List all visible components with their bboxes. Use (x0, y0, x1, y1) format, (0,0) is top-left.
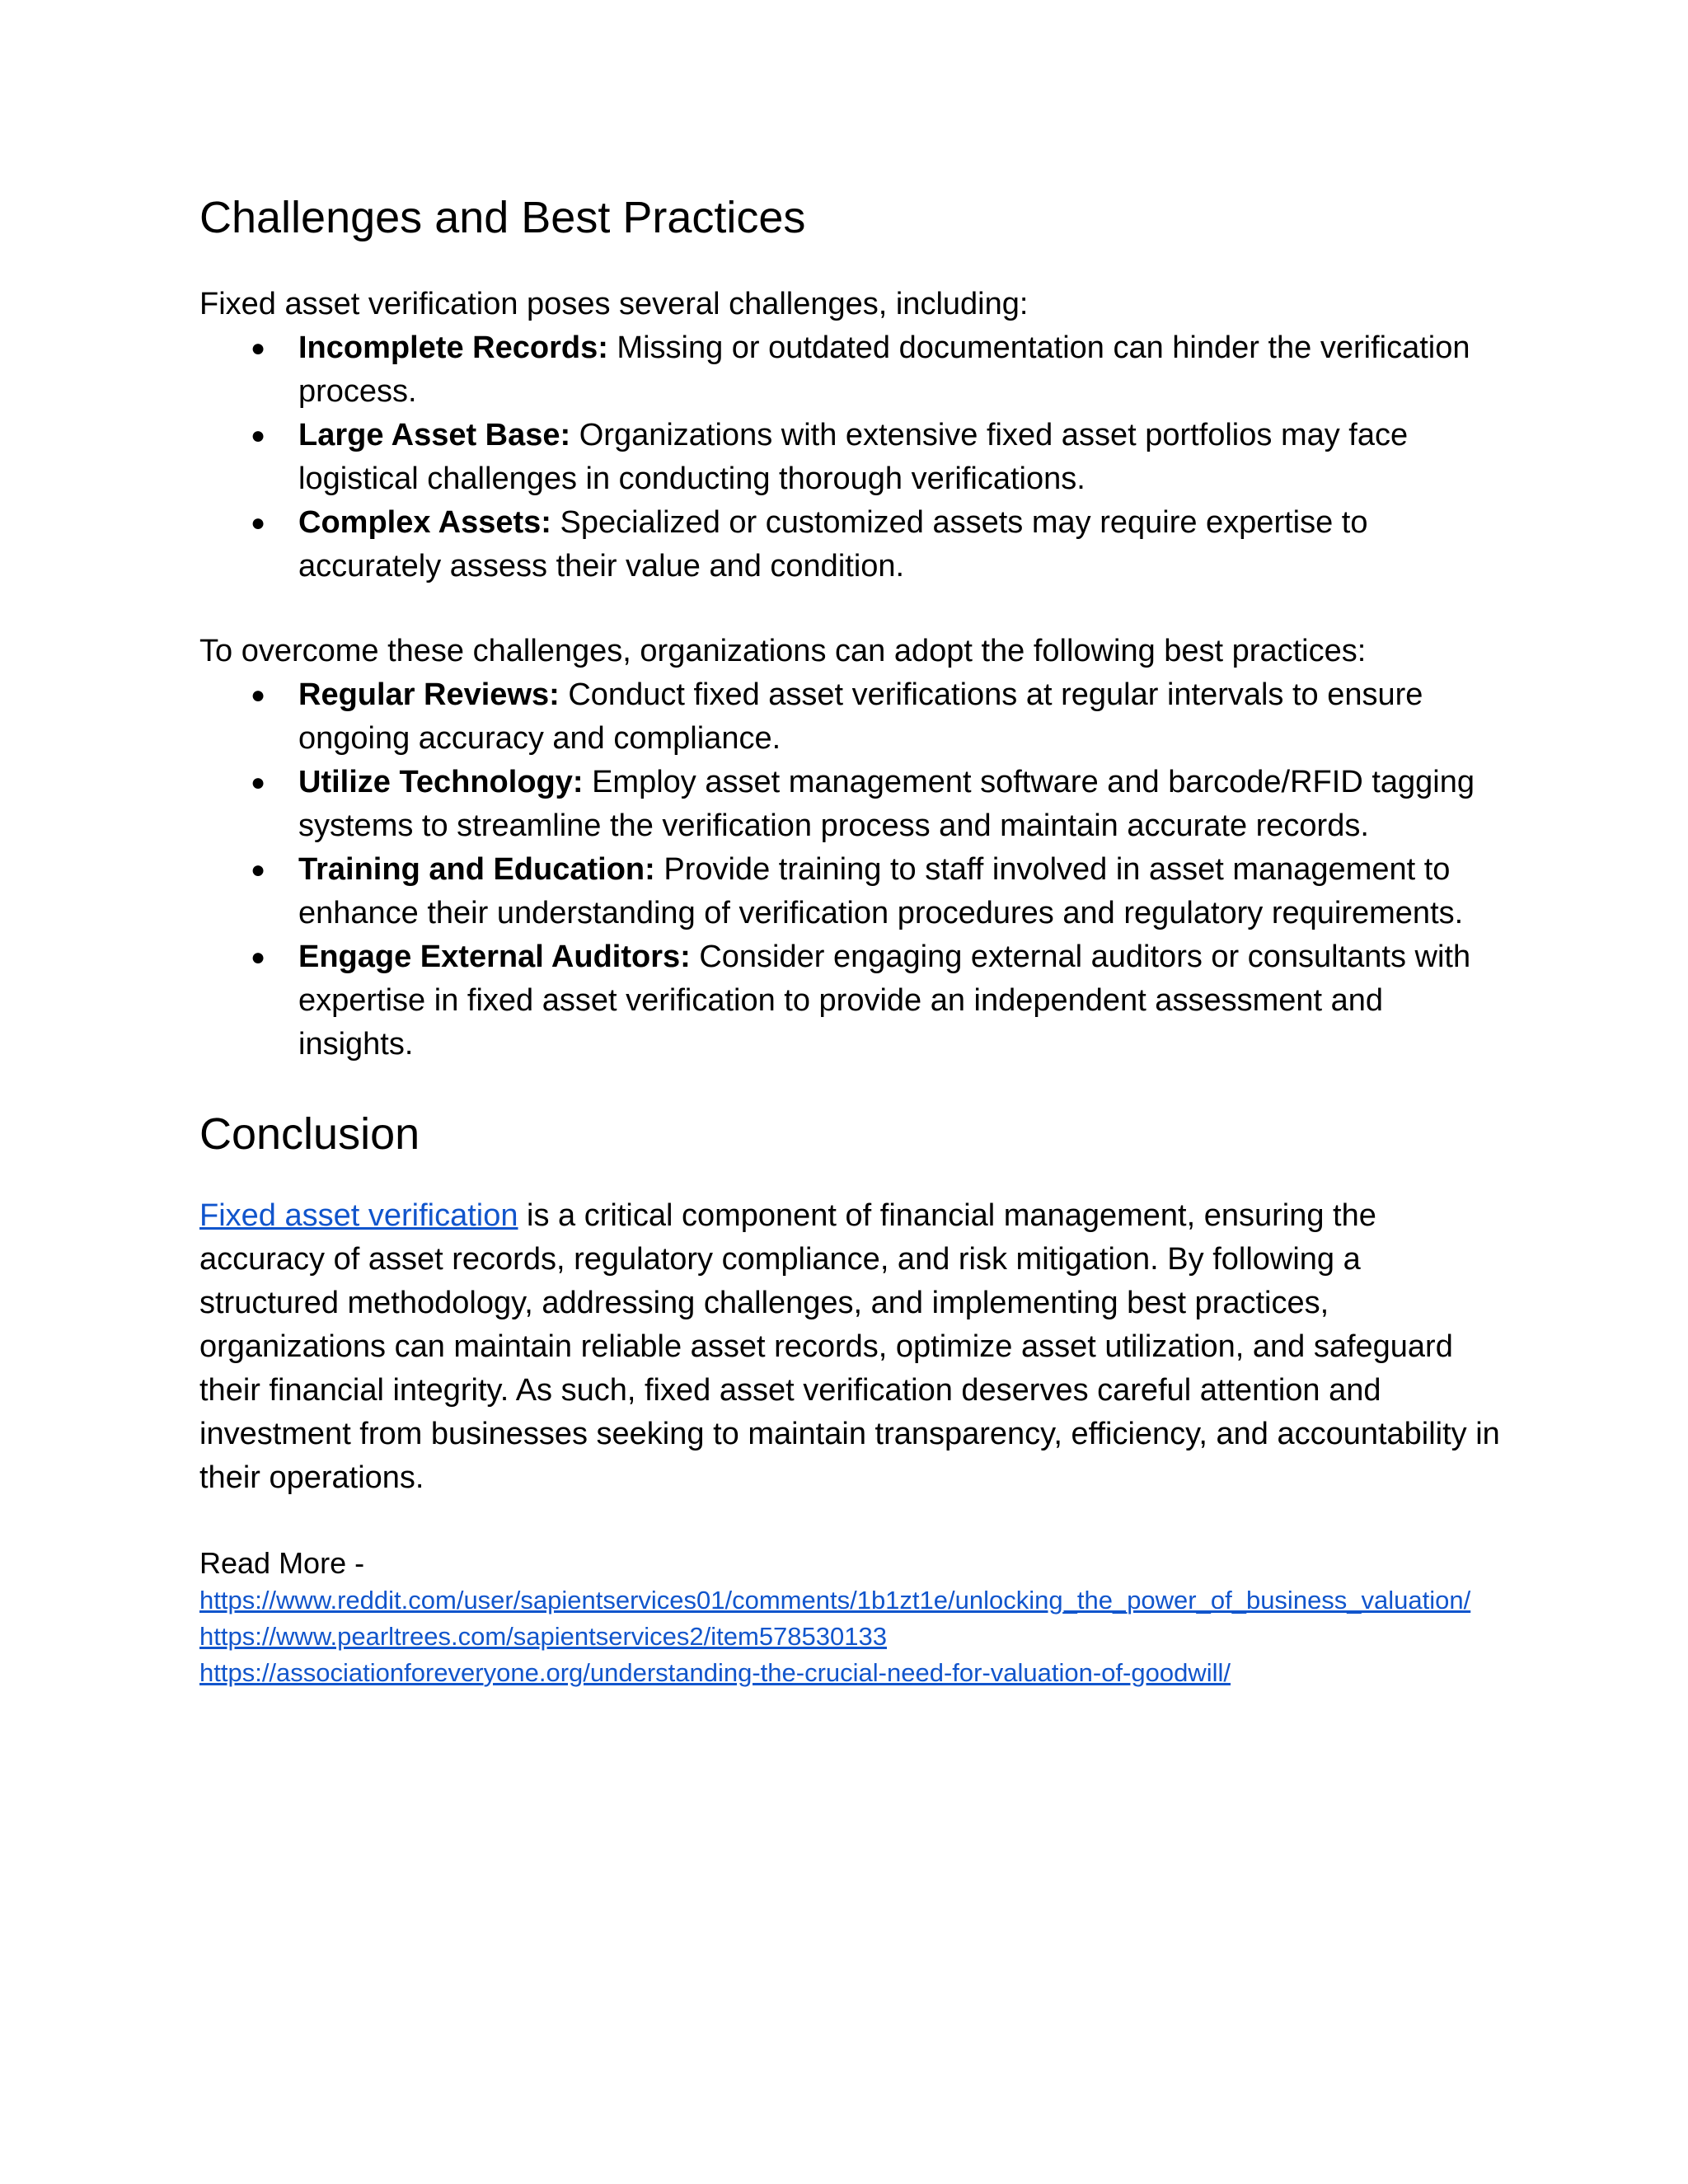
list-item (199, 326, 1502, 414)
list-item-text: Consider engaging external auditors or consultants with expertise in fixed asset verification to provide an independent assessment and insights. (298, 939, 1471, 1062)
list-item-text: Provide training to staff involved in asset management to enhance their understanding of verification procedures and regulatory requirements. (298, 851, 1464, 930)
list-item-title: Utilize Technology: (298, 764, 584, 799)
list-item-text: Missing or outdated documentation can hinder the verification process. (298, 330, 1470, 409)
list-item-title: Training and Education: (298, 851, 655, 887)
bullet-icon: ● (251, 855, 266, 883)
list-item-title: Complex Assets: (298, 504, 551, 540)
list-item (199, 935, 1502, 1066)
conclusion-body: is a critical component of financial management, ensuring the accuracy of asset records, regulatory compliance, and risk mitigation. By following a structured methodology, addressing challenges, and implementing best practices, organizations can maintain reliable asset records, optimize asset utilization, and safeguard their financial integrity. As such, fixed asset verification deserves careful attention and investment from businesses seeking to maintain transparency, efficiency, and accountability in their operations. (199, 1197, 1500, 1495)
bullet-icon: ● (251, 421, 266, 449)
list-item-title: Large Asset Base: (298, 417, 571, 452)
list-item (199, 673, 1502, 761)
conclusion-paragraph (199, 1194, 1502, 1500)
list-item-title: Incomplete Records: (298, 330, 608, 365)
section-heading-challenges: Challenges and Best Practices (199, 193, 806, 242)
challenges-list (199, 326, 1502, 588)
bullet-icon: ● (251, 681, 266, 709)
reference-link-association[interactable]: https://associationforeveryone.org/understanding-the-crucial-need-for-valuation-of-goodwill/ (199, 1657, 1231, 1687)
challenges-intro: Fixed asset verification poses several challenges, including: (199, 286, 1029, 321)
document-page (199, 191, 1502, 1691)
reference-link-pearltrees[interactable]: https://www.pearltrees.com/sapientservices2/item578530133 (199, 1621, 887, 1651)
section-heading-conclusion: Conclusion (199, 1108, 420, 1159)
bullet-icon: ● (251, 334, 266, 362)
list-item (199, 501, 1502, 588)
read-more-label: Read More - (199, 1545, 365, 1580)
list-item-title: Regular Reviews: (298, 677, 560, 712)
bullet-icon: ● (251, 768, 266, 796)
list-item-title: Engage External Auditors: (298, 939, 691, 974)
list-item (199, 414, 1502, 501)
best-practices-intro: To overcome these challenges, organizations can adopt the following best practices: (199, 633, 1367, 668)
bullet-icon: ● (251, 943, 266, 971)
list-item (199, 761, 1502, 848)
fixed-asset-verification-link[interactable]: Fixed asset verification (199, 1197, 518, 1233)
list-item-text: Organizations with extensive fixed asset portfolios may face logistical challenges in conducting thorough verifications. (298, 417, 1409, 496)
best-practices-list (199, 673, 1502, 1066)
reference-link-reddit[interactable]: https://www.reddit.com/user/sapientservices01/comments/1b1zt1e/unlocking_the_power_of_business_valuation/ (199, 1585, 1471, 1615)
bullet-icon: ● (251, 509, 266, 537)
reference-links (199, 1582, 1502, 1691)
list-item-text: Specialized or customized assets may require expertise to accurately assess their value and condition. (298, 504, 1368, 583)
list-item (199, 848, 1502, 935)
list-item-text: Employ asset management software and barcode/RFID tagging systems to streamline the verification process and maintain accurate records. (298, 764, 1475, 843)
list-item-text: Conduct fixed asset verifications at regular intervals to ensure ongoing accuracy and compliance. (298, 677, 1423, 756)
